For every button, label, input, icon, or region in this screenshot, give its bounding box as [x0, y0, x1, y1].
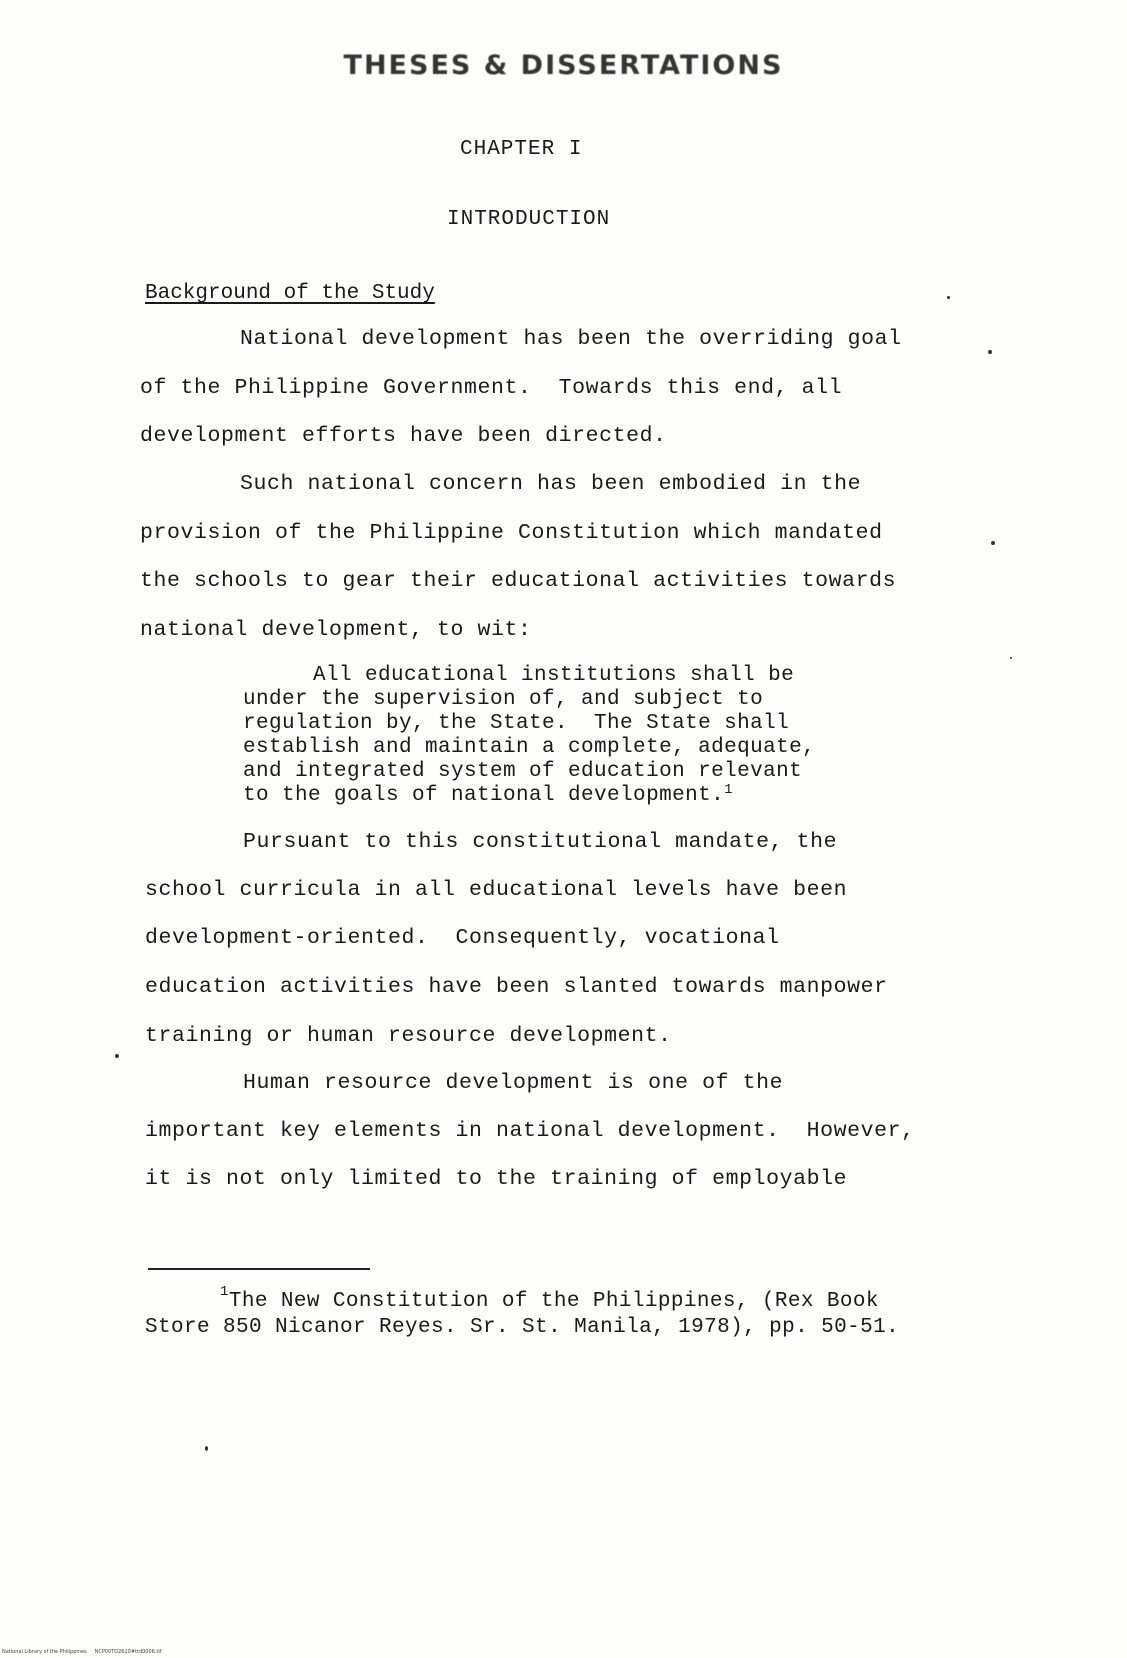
body-line: Such national concern has been embodied in the: [240, 472, 862, 496]
body-line: development efforts have been directed.: [140, 424, 667, 448]
scan-speck: [205, 1446, 208, 1451]
quote-line: establish and maintain a complete, adequate,: [243, 736, 816, 759]
section-heading-background: Background of the Study: [145, 282, 435, 305]
quote-line: and integrated system of education relevant: [243, 760, 803, 783]
body-line: of the Philippine Government. Towards this end, all: [140, 376, 843, 400]
body-line: it is not only limited to the training of employable: [145, 1167, 848, 1191]
body-line: important key elements in national development. However,: [145, 1119, 915, 1143]
scan-speck: [988, 350, 992, 354]
body-line: provision of the Philippine Constitution which mandated: [140, 521, 883, 545]
footnote-line-1: [220, 1284, 879, 1313]
quote-line-last: [243, 784, 733, 808]
scan-speck: [947, 296, 950, 299]
footnote-text: The New Constitution of the Philippines, (Rex Book: [228, 1290, 879, 1313]
quote-line-text: to the goals of national development.: [243, 784, 725, 807]
body-line: the schools to gear their educational activities towards: [140, 569, 897, 593]
scan-speck: [991, 541, 995, 545]
quote-line: All educational institutions shall be: [313, 664, 795, 687]
scan-speck: [1010, 657, 1012, 659]
body-line: national development, to wit:: [140, 618, 532, 642]
body-line: school curricula in all educational levels have been: [145, 878, 848, 902]
body-line: Human resource development is one of the: [243, 1071, 784, 1095]
quote-line: under the supervision of, and subject to: [243, 688, 764, 711]
quote-line: regulation by, the State. The State shall: [243, 712, 790, 735]
body-line: training or human resource development.: [145, 1024, 672, 1048]
scan-credit: National Library of the Philippines NCP00TD2620#ttd0006.tif: [2, 1649, 162, 1655]
chapter-label: CHAPTER I: [460, 138, 583, 161]
scan-speck: [115, 1054, 119, 1058]
footnote-divider: [148, 1268, 370, 1270]
body-line: education activities have been slanted towards manpower: [145, 975, 888, 999]
body-line: development-oriented. Consequently, vocational: [145, 926, 780, 950]
footnote-mark: 1: [220, 1284, 229, 1300]
footnote-reference-mark: 1: [724, 782, 733, 798]
introduction-heading: INTRODUCTION: [447, 208, 611, 231]
body-line: National development has been the overriding goal: [240, 327, 902, 351]
footnote-line-2: Store 850 Nicanor Reyes. Sr. St. Manila, 1978), pp. 50-51.: [145, 1316, 900, 1339]
body-line: Pursuant to this constitutional mandate, the: [243, 830, 838, 854]
theses-dissertations-stamp: THESES & DISSERTATIONS: [343, 50, 784, 81]
